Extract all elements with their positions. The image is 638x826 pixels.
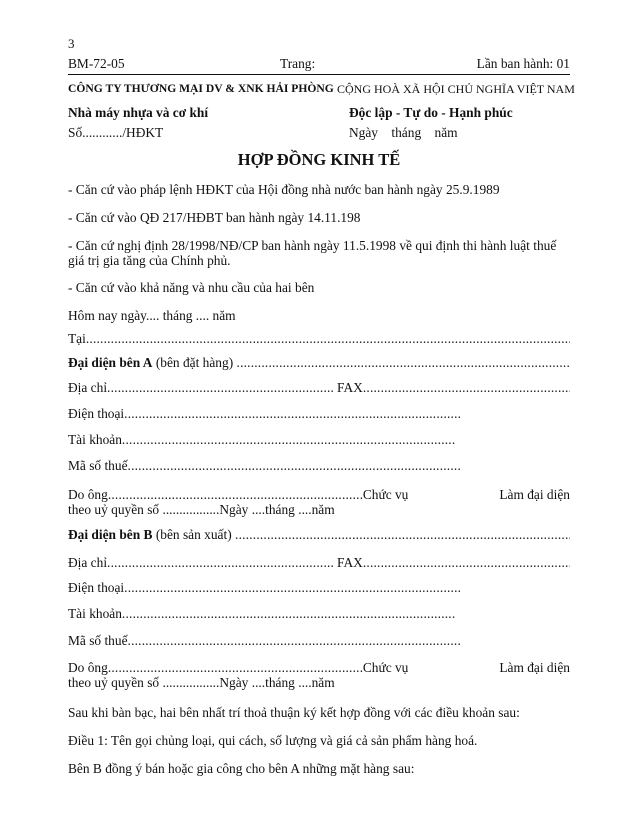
party-a-account-label: Tài khoản xyxy=(68,432,122,447)
party-a-position-label: Chức vụ xyxy=(362,487,409,502)
party-b-address-line xyxy=(68,555,570,570)
party-a-tax-label: Mã số thuế xyxy=(68,458,128,473)
party-b-tax-label: Mã số thuế xyxy=(68,633,128,648)
party-a-role: (bên đặt hàng) xyxy=(152,355,237,370)
party-b-account-line xyxy=(68,606,456,621)
form-code: BM-72-05 xyxy=(68,56,125,71)
party-b-address-label: Địa chỉ xyxy=(68,555,108,570)
location-line xyxy=(68,331,570,346)
issue-number: Lần ban hành: 01 xyxy=(476,56,570,71)
party-b-position-label: Chức vụ xyxy=(362,660,409,675)
form-header xyxy=(68,56,570,75)
party-b-mr-label: Do ông xyxy=(68,660,108,675)
party-b-account-label: Tài khoản xyxy=(68,606,122,621)
contract-date: Ngày tháng năm xyxy=(349,125,458,140)
basis-2: - Căn cứ vào QĐ 217/HĐBT ban hành ngày 14.11.198 xyxy=(68,210,361,225)
party-b-title: Đại diện bên B xyxy=(68,527,153,542)
contract-number: Số............/HĐKT xyxy=(68,125,164,140)
basis-1: - Căn cứ vào pháp lệnh HĐKT của Hội đồng nhà nước ban hành ngày 25.9.1989 xyxy=(68,182,500,197)
national-motto: Độc lập - Tự do - Hạnh phúc xyxy=(349,105,513,120)
party-a-heading xyxy=(68,355,570,370)
agreement-text: Sau khi bàn bạc, hai bên nhất trí thoả thuận ký kết hợp đồng với các điều khoản sau: xyxy=(68,705,520,720)
article-1: Điều 1: Tên gọi chủng loại, qui cách, số lượng và giá cả sản phẩm hàng hoá. xyxy=(68,733,478,748)
company-name: CÔNG TY THƯƠNG MẠI DV & XNK HẢI PHÒNG xyxy=(68,82,334,95)
document-title: HỢP ĐỒNG KINH TẾ xyxy=(237,150,401,169)
party-b-role: (bên sản xuất) xyxy=(152,527,236,542)
party-a-account-line xyxy=(68,432,456,447)
party-a-address-line xyxy=(68,380,570,395)
factory-name: Nhà máy nhựa và cơ khí xyxy=(68,105,209,120)
page-number: 3 xyxy=(68,36,75,51)
today-line: Hôm nay ngày.... tháng .... năm xyxy=(68,308,236,323)
party-b-goods-text: Bên B đồng ý bán hoặc gia công cho bên A những mặt hàng sau: xyxy=(68,761,415,776)
party-a-rep-line xyxy=(68,487,570,502)
party-b-phone-line xyxy=(68,580,460,595)
page-label: Trang: xyxy=(280,56,316,71)
party-b-phone-label: Điện thoại xyxy=(68,580,125,595)
party-a-mr-label: Do ông xyxy=(68,487,108,502)
party-a-authorization: theo uỷ quyền số .................Ngày ....tháng ....năm xyxy=(68,502,335,517)
party-b-rep-line xyxy=(68,660,570,675)
party-a-tax-line xyxy=(68,458,460,473)
party-a-address-label: Địa chỉ xyxy=(68,380,108,395)
party-b-authorization: theo uỷ quyền số .................Ngày ....tháng ....năm xyxy=(68,675,335,690)
republic-name: CỘNG HOÀ XÃ HỘI CHỦ NGHĨA VIỆT NAM xyxy=(337,82,575,96)
party-a-fax-label: FAX xyxy=(337,380,363,395)
party-a-phone-label: Điện thoại xyxy=(68,406,125,421)
basis-3: - Căn cứ nghị định 28/1998/NĐ/CP ban hành ngày 11.5.1998 về qui định thi hành luật thuế giá trị gia tăng của Chính phủ. xyxy=(68,238,557,268)
party-b-fax-label: FAX xyxy=(337,555,363,570)
party-b-heading xyxy=(68,527,570,542)
party-a-rep-label: Làm đại diện xyxy=(499,487,570,502)
party-b-rep-label: Làm đại diện xyxy=(499,660,570,675)
party-a-title: Đại diện bên A xyxy=(68,355,153,370)
basis-4: - Căn cứ vào khả năng và nhu cầu của hai bên xyxy=(68,280,315,295)
location-label: Tại xyxy=(68,331,86,346)
party-a-phone-line xyxy=(68,406,460,421)
party-b-tax-line xyxy=(68,633,460,648)
